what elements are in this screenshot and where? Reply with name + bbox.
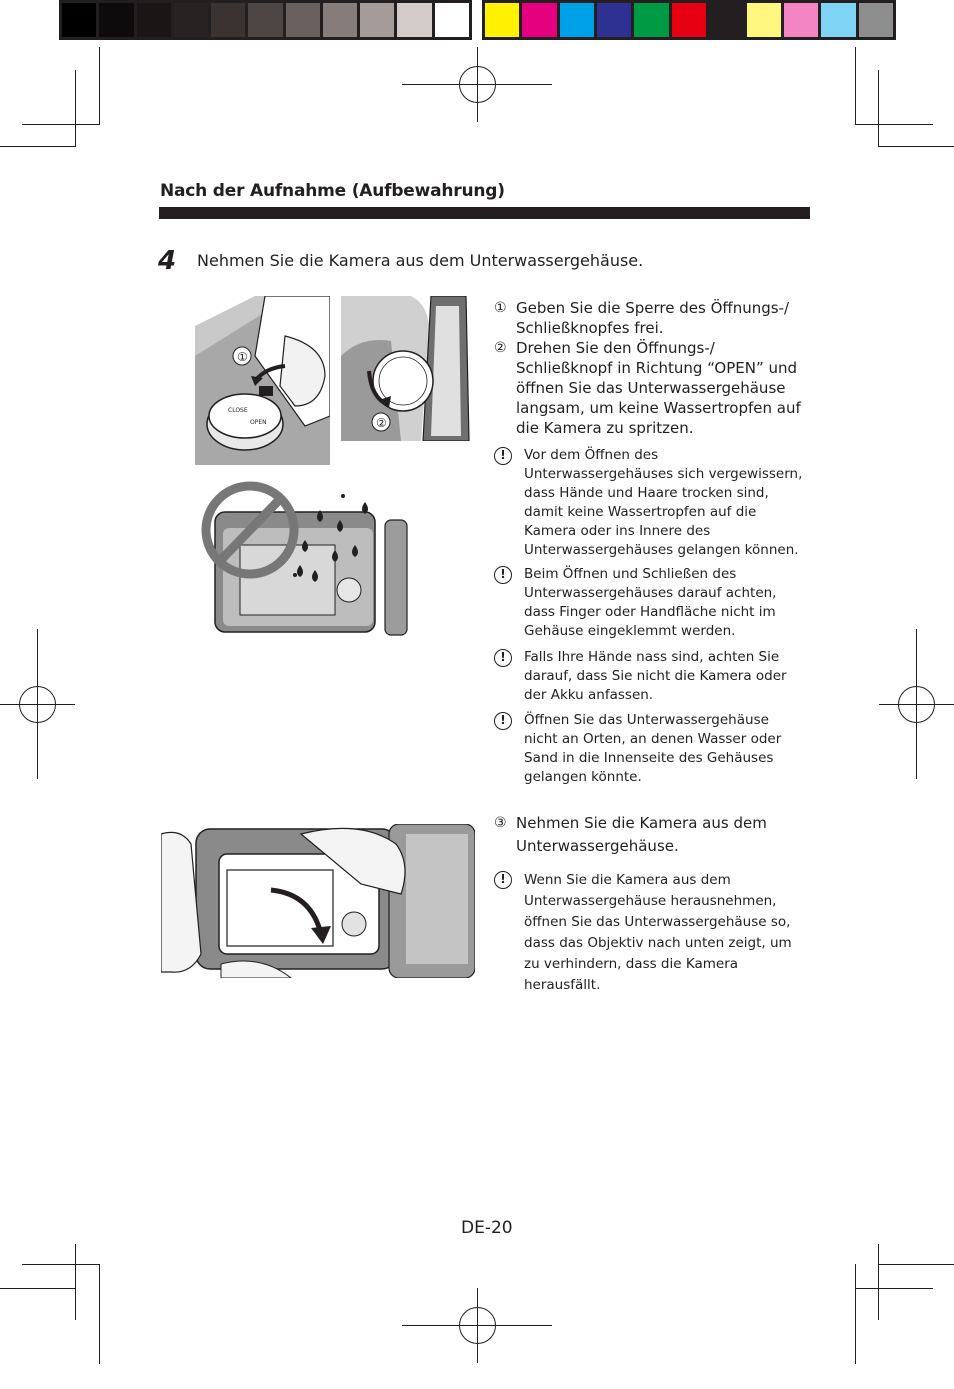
caution-icon: ! xyxy=(494,649,512,667)
figure-prohibited-wet xyxy=(195,480,411,637)
gray-swatch-3 xyxy=(137,3,174,37)
instruction-1-marker: ① xyxy=(494,300,507,316)
caution-note-5-text: Wenn Sie die Kamera aus dem Unterwassergehäuse herausnehmen, öffnen Sie das Unterwassergehäuse so, dass das Objektiv nach unten zeigt, um zu verhindern, dass die Kamera herausfällt. xyxy=(524,872,792,993)
process-swatch-5 xyxy=(634,3,671,37)
figure-turn-dial xyxy=(341,296,473,441)
page-number: DE-20 xyxy=(461,1218,513,1238)
instruction-2 xyxy=(494,338,809,438)
process-swatch-6 xyxy=(672,3,709,37)
caution-note-4-text: Öffnen Sie das Unterwassergehäuse nicht an Orten, an denen Wasser oder Sand in die Innenseite des Gehäuses gelangen könnte. xyxy=(524,712,782,785)
figure-release-lock xyxy=(195,296,330,465)
step-number: 4 xyxy=(158,246,177,276)
gray-color-bar xyxy=(59,0,472,40)
caution-icon: ! xyxy=(494,712,512,730)
section-rule xyxy=(159,207,810,219)
instruction-2-marker: ② xyxy=(494,340,507,356)
gray-swatch-5 xyxy=(211,3,248,37)
figure-label-2: ② xyxy=(376,416,387,430)
process-swatch-3 xyxy=(560,3,597,37)
caution-note-3-text: Falls Ihre Hände nass sind, achten Sie darauf, dass Sie nicht die Kamera oder der Akku anfassen. xyxy=(524,649,787,703)
caution-note-5 xyxy=(494,870,794,996)
gray-swatch-9 xyxy=(360,3,397,37)
process-swatch-9 xyxy=(784,3,821,37)
caution-note-2 xyxy=(494,565,794,641)
instruction-3-text: Nehmen Sie die Kamera aus dem Unterwassergehäuse. xyxy=(516,814,767,855)
figure-label-1: ① xyxy=(237,350,248,364)
caution-note-1-text: Vor dem Öffnen des Unterwassergehäuses sich vergewissern, dass Hände und Haare trocken sind, damit keine Wassertropfen auf die Kamera oder ins Innere des Unterwassergehäuses gelangen können. xyxy=(524,447,803,558)
caution-note-1 xyxy=(494,446,810,560)
instruction-2-text: Drehen Sie den Öffnungs-/ Schließknopf in Richtung “OPEN” und öffnen Sie das Unterwassergehäuse langsam, um keine Wassertropfen auf die Kamera zu spritzen. xyxy=(516,339,801,437)
dial-close-label: CLOSE xyxy=(228,407,248,414)
caution-icon: ! xyxy=(494,566,512,584)
figure-remove-camera xyxy=(161,824,475,978)
gray-swatch-2 xyxy=(99,3,136,37)
caution-icon: ! xyxy=(494,871,512,889)
dial-open-label: OPEN xyxy=(250,419,267,426)
section-title: Nach der Aufnahme (Aufbewahrung) xyxy=(160,181,505,201)
caution-note-4 xyxy=(494,711,794,787)
process-color-bar xyxy=(482,0,896,40)
process-swatch-7 xyxy=(709,3,746,37)
instruction-3-marker: ③ xyxy=(494,815,507,831)
gray-swatch-8 xyxy=(323,3,360,37)
gray-swatch-1 xyxy=(62,3,99,37)
process-swatch-8 xyxy=(747,3,784,37)
caution-note-3 xyxy=(494,648,794,705)
process-swatch-2 xyxy=(522,3,559,37)
step-text: Nehmen Sie die Kamera aus dem Unterwassergehäuse. xyxy=(197,251,644,270)
gray-swatch-7 xyxy=(286,3,323,37)
gray-swatch-11 xyxy=(435,3,469,37)
process-swatch-1 xyxy=(485,3,522,37)
caution-note-2-text: Beim Öffnen und Schließen des Unterwassergehäuses darauf achten, dass Finger oder Handfläche nicht im Gehäuse eingeklemmt werden. xyxy=(524,566,777,639)
caution-icon: ! xyxy=(494,447,512,465)
process-swatch-4 xyxy=(597,3,634,37)
instruction-1-text: Geben Sie die Sperre des Öffnungs-/ Schließknopfes frei. xyxy=(516,299,790,337)
instruction-3 xyxy=(494,812,784,858)
instruction-1 xyxy=(494,298,809,338)
gray-swatch-4 xyxy=(174,3,211,37)
process-swatch-11 xyxy=(859,3,893,37)
process-swatch-10 xyxy=(821,3,858,37)
gray-swatch-6 xyxy=(248,3,285,37)
gray-swatch-10 xyxy=(397,3,434,37)
